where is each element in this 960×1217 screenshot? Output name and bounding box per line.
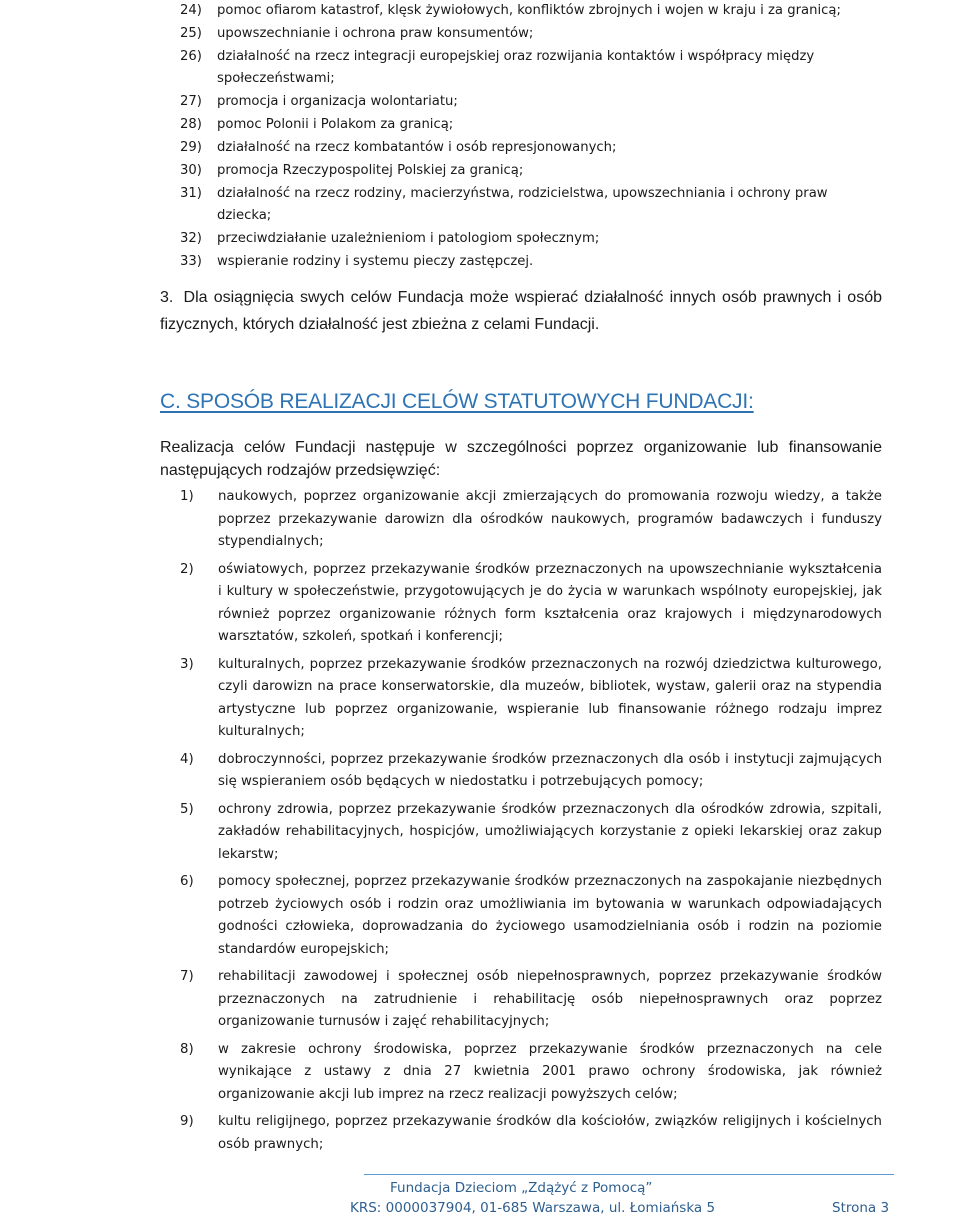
list-item-text: pomoc Polonii i Polakom za granicą; — [217, 117, 454, 132]
list-item — [180, 0, 880, 22]
list-item-text: w zakresie ochrony środowiska, poprzez przekazywanie środków przeznaczonych na cele wynikające z ustawy z dnia 27 kwietnia 2001 prawo ochrony środowiska, jak również organizowanie akcji lub imprez na rzecz realizacji powyższych celów; — [218, 1041, 882, 1102]
list-item-number: 29) — [180, 140, 202, 155]
list-item — [180, 228, 880, 250]
list-item — [180, 486, 882, 554]
list-item-number: 25) — [180, 26, 202, 41]
list-item-text: wspieranie rodziny i systemu pieczy zastępczej. — [217, 254, 534, 269]
list-item-text: ochrony zdrowia, poprzez przekazywanie środków przeznaczonych dla ośrodków zdrowia, szpitali, zakładów rehabilitacyjnych, hospicjów, umożliwiających korzystanie z opieki lekarskiej oraz zakup lekarstw; — [218, 801, 882, 862]
list-item — [180, 871, 882, 961]
list-item-number: 3) — [180, 656, 194, 672]
list-item-text: upowszechnianie i ochrona praw konsumentów; — [217, 26, 534, 41]
list-item — [180, 46, 880, 90]
list-item-text: przeciwdziałanie uzależnieniom i patologiom społecznym; — [217, 231, 600, 246]
list-item-number: 7) — [180, 969, 194, 984]
list-item-text: rehabilitacji zawodowej i społecznej osób niepełnosprawnych, poprzez przekazywanie środków przeznaczonych na zatrudnienie i rehabilitację osób niepełnosprawnych oraz poprzez organizowanie turnusów i zajęć rehabilitacyjnych; — [218, 969, 882, 1029]
page-number: Strona 3 — [832, 1200, 890, 1216]
activities-list — [180, 486, 882, 1161]
list-item — [180, 654, 882, 744]
list-item — [180, 183, 880, 227]
list-item-text: kultu religijnego, poprzez przekazywanie środków dla kościołów, związków religijnych i kościelnych osób prawnych; — [218, 1114, 882, 1152]
list-item-number: 24) — [180, 3, 202, 18]
list-item-text: naukowych, poprzez organizowanie akcji zmierzających do promowania rozwoju wiedzy, a także poprzez przekazywanie darowizn dla ośrodków naukowych, programów badawczych i funduszy stypendialnych; — [218, 489, 882, 549]
list-item-number: 32) — [180, 231, 202, 246]
paragraph-3 — [160, 284, 882, 338]
list-item-text: działalność na rzecz rodziny, macierzyństwa, rodzicielstwa, upowszechniania i ochrony praw dziecka; — [217, 186, 828, 223]
footer-divider — [364, 1174, 894, 1175]
footer-org-name: Fundacja Dzieciom „Zdążyć z Pomocą” — [390, 1180, 653, 1196]
list-item-text: oświatowych, poprzez przekazywanie środków przeznaczonych na upowszechnianie wykształcenia i kultury w społeczeństwie, przygotowujących je do życia w warunkach wspólnoty europejskiej, jak również poprzez organizowanie różnych form kształcenia oraz krajowych i międzynarodowych warsztatów, szkoleń, spotkań i konferencji; — [218, 561, 882, 644]
list-item-number: 27) — [180, 94, 202, 109]
list-item-number: 28) — [180, 117, 202, 132]
list-item-number: 2) — [180, 561, 194, 577]
list-item-number: 8) — [180, 1041, 194, 1057]
goals-list-continued — [180, 0, 880, 273]
list-item — [180, 559, 882, 649]
paragraph-number: 3. — [160, 289, 174, 306]
list-item — [180, 799, 882, 867]
list-item — [180, 91, 880, 113]
list-item-text: działalność na rzecz integracji europejskiej oraz rozwijania kontaktów i współpracy między społeczeństwami; — [217, 49, 815, 86]
list-item-number: 4) — [180, 751, 194, 767]
list-item-number: 33) — [180, 254, 202, 269]
list-item-number: 1) — [180, 489, 194, 504]
list-item-number: 26) — [180, 49, 202, 64]
list-item — [180, 966, 882, 1034]
list-item — [180, 137, 880, 159]
list-item-text: działalność na rzecz kombatantów i osób represjonowanych; — [217, 140, 617, 155]
list-item — [180, 1111, 882, 1156]
list-item — [180, 114, 880, 136]
list-item — [180, 23, 880, 45]
paragraph-text: Dla osiągnięcia swych celów Fundacja może wspierać działalność innych osób prawnych i osób fizycznych, których działalność jest zbieżna z celami Fundacji. — [160, 289, 883, 333]
intro-paragraph: Realizacja celów Fundacji następuje w szczególności poprzez organizowanie lub finansowanie następujących rodzajów przedsięwzięć: — [160, 439, 882, 479]
list-item — [180, 160, 880, 182]
list-item-text: dobroczynności, poprzez przekazywanie środków przeznaczonych dla osób i instytucji zajmujących się wspieraniem osób będących w niedostatku i potrzebujących pomocy; — [218, 751, 882, 789]
list-item-text: pomocy społecznej, poprzez przekazywanie środków przeznaczonych na zaspokajanie niezbędnych potrzeb życiowych osób i rodzin oraz umożliwiania im bytowania w warunkach odpowiadających godności człowieka, doprowadzania do życiowego usamodzielniania osób i rodzin na poziomie standardów europejskich; — [218, 874, 882, 957]
list-item — [180, 749, 882, 794]
list-item-text: promocja Rzeczypospolitej Polskiej za granicą; — [217, 163, 524, 178]
list-item — [180, 1039, 882, 1107]
list-item — [180, 251, 880, 273]
list-item-number: 5) — [180, 801, 194, 817]
list-item-number: 30) — [180, 163, 202, 178]
footer-address: KRS: 0000037904, 01-685 Warszawa, ul. Łomiańska 5 — [350, 1200, 716, 1216]
list-item-number: 31) — [180, 186, 202, 201]
list-item-text: kulturalnych, poprzez przekazywanie środków przeznaczonych na rozwój dziedzictwa kulturowego, czyli darowizn na prace konserwatorskie, dla muzeów, bibliotek, wystaw, galerii oraz na stypendia artystyczne lub poprzez organizowanie, wspieranie lub finansowanie różnego rodzaju imprez kulturalnych; — [218, 656, 882, 739]
list-item-number: 9) — [180, 1114, 194, 1129]
list-item-text: pomoc ofiarom katastrof, klęsk żywiołowych, konfliktów zbrojnych i wojen w kraju i za granicą; — [217, 3, 841, 18]
section-heading: C. SPOSÓB REALIZACJI CELÓW STATUTOWYCH FUNDACJI: — [160, 390, 754, 413]
list-item-number: 6) — [180, 874, 194, 889]
list-item-text: promocja i organizacja wolontariatu; — [217, 94, 458, 109]
